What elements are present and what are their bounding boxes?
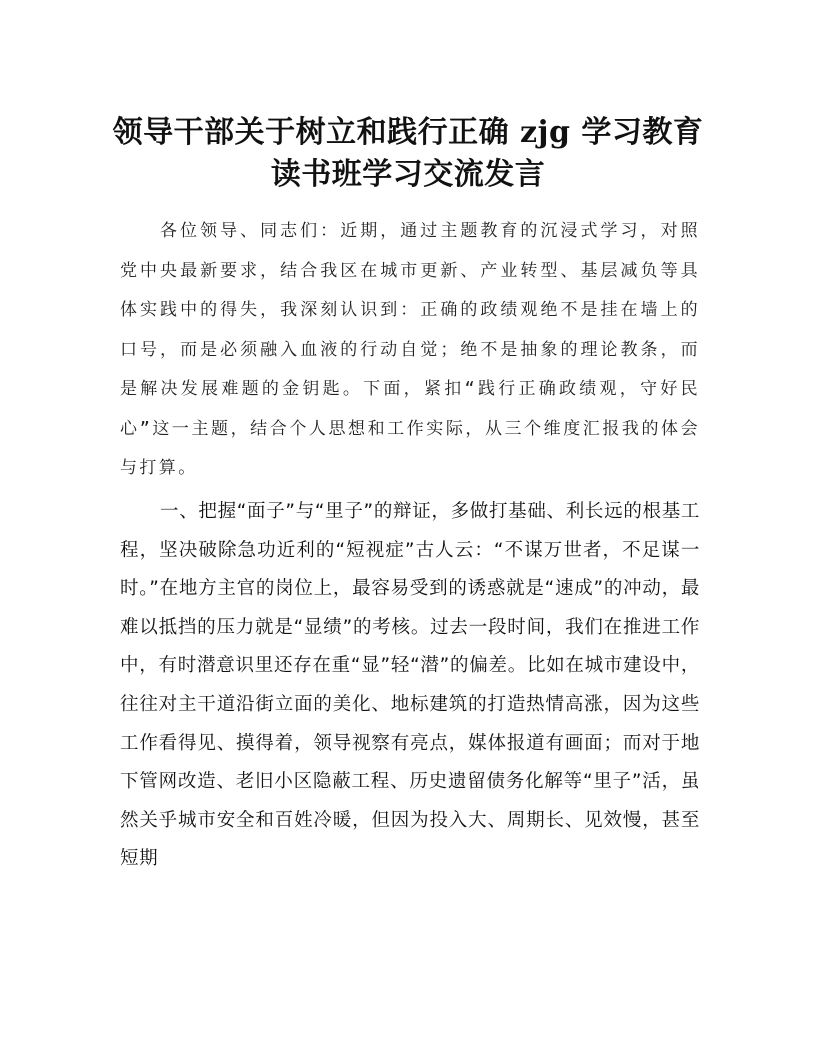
intro-paragraph: 各位领导、同志们：近期，通过主题教育的沉浸式学习，对照党中央最新要求，结合我区在城市更新、产业转型、基层减负等具体实践中的得失，我深刻认识到：正确的政绩观绝不是挂在墙上的口号，而是必须融入血液的行动自觉；绝不是抽象的理论教条，而是解决发展难题的金钥匙。下面，紧扣“践行正确政绩观，守好民心”这一主题，结合个人思想和工作实际，从三个维度汇报我的体会与打算。 [120, 221, 700, 478]
document-title [0, 112, 816, 196]
section-one-paragraph: 一、把握“面子”与“里子”的辩证，多做打基础、利长远的根基工程，坚决破除急功近利的“短视症”古人云：“不谋万世者，不足谋一时。”在地方主官的岗位上，最容易受到的诱惑就是“速成”的冲动，最难以抵挡的压力就是“显绩”的考核。过去一段时间，我们在推进工作中，有时潜意识里还存在重“显”轻“潜”的偏差。比如在城市建设中，往往对主干道沿街立面的美化、地标建筑的打造热情高涨，因为这些工作看得见、摸得着，领导视察有亮点，媒体报道有画面；而对于地下管网改造、老旧小区隐蔽工程、历史遗留债务化解等“里子”活，虽然关乎城市安全和百姓冷暖，但因为投入大、周期长、见效慢，甚至短期 [120, 501, 700, 870]
title-line-2: 读书班学习交流发言 [270, 157, 546, 192]
title-line-1: 领导干部关于树立和践行正确 zjg 学习教育 [112, 115, 704, 150]
